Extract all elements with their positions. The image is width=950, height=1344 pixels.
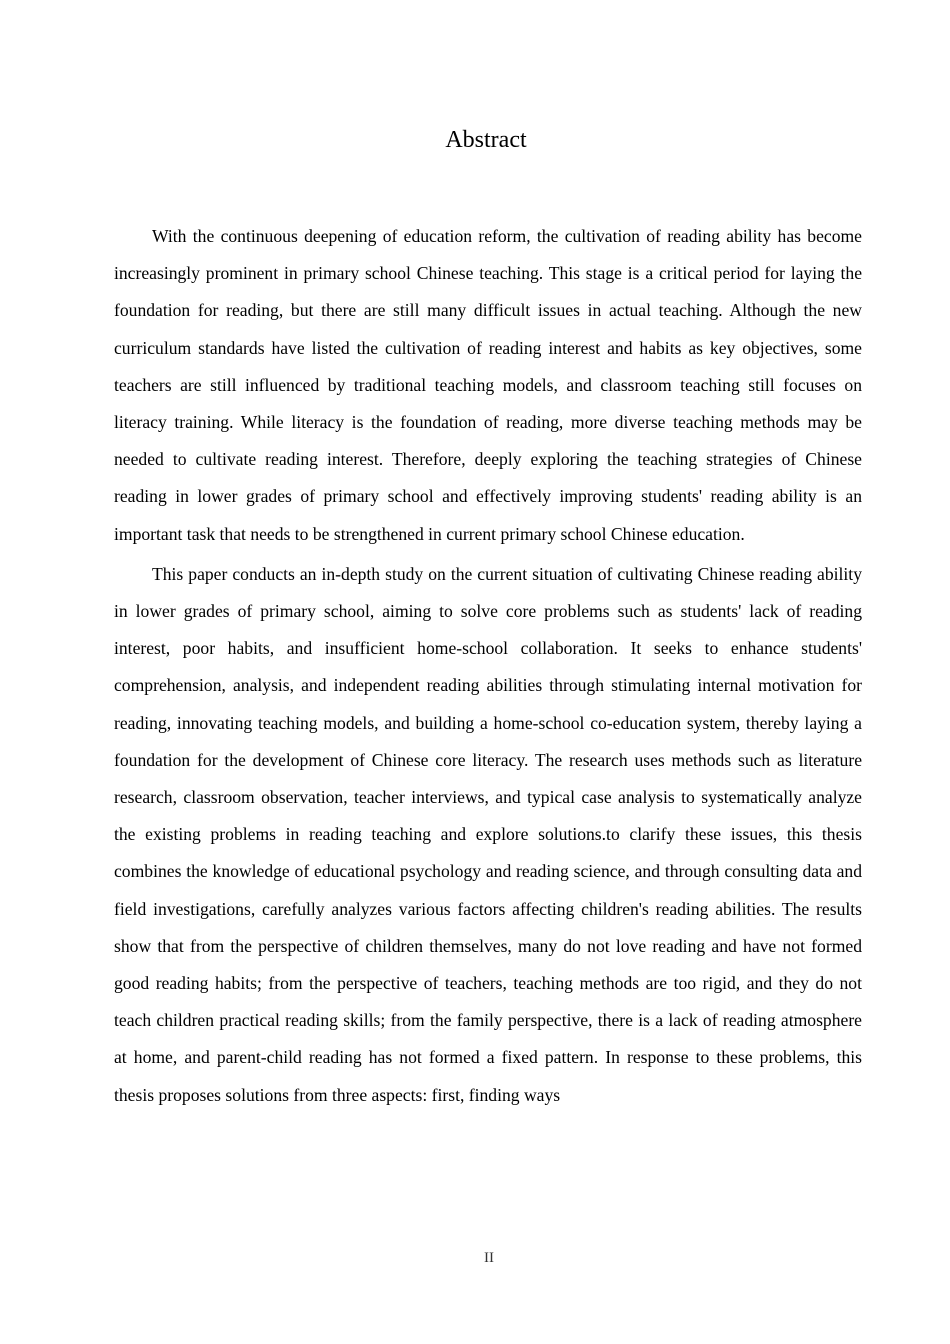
abstract-paragraph-2: This paper conducts an in-depth study on the current situation of cultivating Chinese reading ability in lower grades of primary school, aiming to solve core problems such as students' lack of reading interest, poor habits, and insufficient home-school collaboration. It seeks to enhance students' comprehension, analysis, and independent reading abilities through stimulating internal motivation for reading, innovating teaching models, and building a home-school co-education system, thereby laying a foundation for the development of Chinese core literacy. The research uses methods such as literature research, classroom observation, teacher interviews, and typical case analysis to systematically analyze the existing problems in reading teaching and explore solutions.to clarify these issues, this thesis combines the knowledge of educational psychology and reading science, and through consulting data and field investigations, carefully analyzes various factors affecting children's reading abilities. The results show that from the perspective of children themselves, many do not love reading and have not formed good reading habits; from the perspective of teachers, teaching methods are too rigid, and they do not teach children practical reading skills; from the family perspective, there is a lack of reading atmosphere at home, and parent-child reading has not formed a fixed pattern. In response to these problems, this thesis proposes solutions from three aspects: first, finding ways	[114, 563, 862, 1105]
page-number: II	[484, 1250, 494, 1266]
abstract-title: Abstract	[445, 127, 527, 153]
abstract-paragraph-1: With the continuous deepening of education reform, the cultivation of reading ability has become increasingly prominent in primary school Chinese teaching. This stage is a critical period for laying the foundation for reading, but there are still many difficult issues in actual teaching. Although the new curriculum standards have listed the cultivation of reading interest and habits as key objectives, some teachers are still influenced by traditional teaching models, and classroom teaching still focuses on literacy training. While literacy is the foundation of reading, more diverse teaching methods may be needed to cultivate reading interest. Therefore, deeply exploring the teaching strategies of Chinese reading in lower grades of primary school and effectively improving students' reading ability is an important task that needs to be strengthened in current primary school Chinese education.	[114, 226, 862, 544]
abstract-body	[114, 218, 862, 1117]
